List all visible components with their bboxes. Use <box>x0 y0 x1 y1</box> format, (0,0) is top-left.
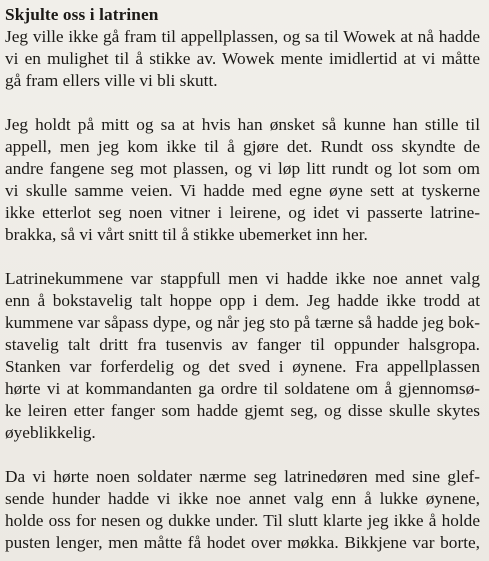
text-line: andre fangene seg mot plassen, og vi løp litt rundt og lot som om <box>5 159 480 178</box>
text-line: vi en mulighet til å stikke av. Wowek mente imidlertid at vi måtte <box>5 49 480 68</box>
text-line: ikke etterlot seg noen vitner i leirene, og idet vi passerte latrine- <box>5 203 480 222</box>
text-line: pusten lenger, men måtte få hodet over møkka. Bikkjene var borte, <box>5 533 480 552</box>
paragraph-4 <box>5 466 480 554</box>
text-line: enn å bokstavelig talt hoppe opp i dem. Jeg hadde ikke trodd at <box>5 291 480 310</box>
text-line: sende hunder hadde vi ikke noe annet valg enn å lukke øynene, <box>5 489 480 508</box>
paragraph-3 <box>5 268 480 444</box>
text-line: stavelig talt dritt fra tusenvis av fanger til oppunder halsgropa. <box>5 335 480 354</box>
text-line: ke leiren etter fanger som hadde gjemt seg, og disse skulle skytes <box>5 401 480 420</box>
text-line: Jeg holdt på mitt og sa at hvis han ønsket så kunne han stille til <box>5 115 480 134</box>
text-line: kummene var såpass dype, og når jeg sto på tærne så hadde jeg bok- <box>5 313 480 332</box>
paragraph-1 <box>5 26 480 92</box>
text-line: Da vi hørte noen soldater nærme seg latrinedøren med sine glef- <box>5 467 480 486</box>
text-line: appell, men jeg kom ikke til å gjøre det. Rundt oss skyndte de <box>5 137 480 156</box>
text-line: vi skulle samme veien. Vi hadde med egne øyne sett at tyskerne <box>5 181 480 200</box>
text-line: brakka, så vi vårt snitt til å stikke ubemerket inn her. <box>5 225 368 244</box>
text-line: hørte vi at kommandanten ga ordre til soldatene om å gjennomsø- <box>5 379 480 398</box>
text-line: Stanken var forferdelig og det sved i øynene. Fra appellplassen <box>5 357 480 376</box>
text-line: Jeg ville ikke gå fram til appellplassen, og sa til Wowek at nå hadde <box>5 27 480 46</box>
text-line: Latrinekummene var stappfull men vi hadde ikke noe annet valg <box>5 269 480 288</box>
section-heading: Skjulte oss i latrinen <box>5 5 159 24</box>
paragraph-2 <box>5 114 480 246</box>
text-line: holde oss for nesen og dukke under. Til slutt klarte jeg ikke å holde <box>5 511 480 530</box>
text-line: gå fram ellers ville vi bli skutt. <box>5 71 218 90</box>
text-line: øyeblikkelig. <box>5 423 96 442</box>
